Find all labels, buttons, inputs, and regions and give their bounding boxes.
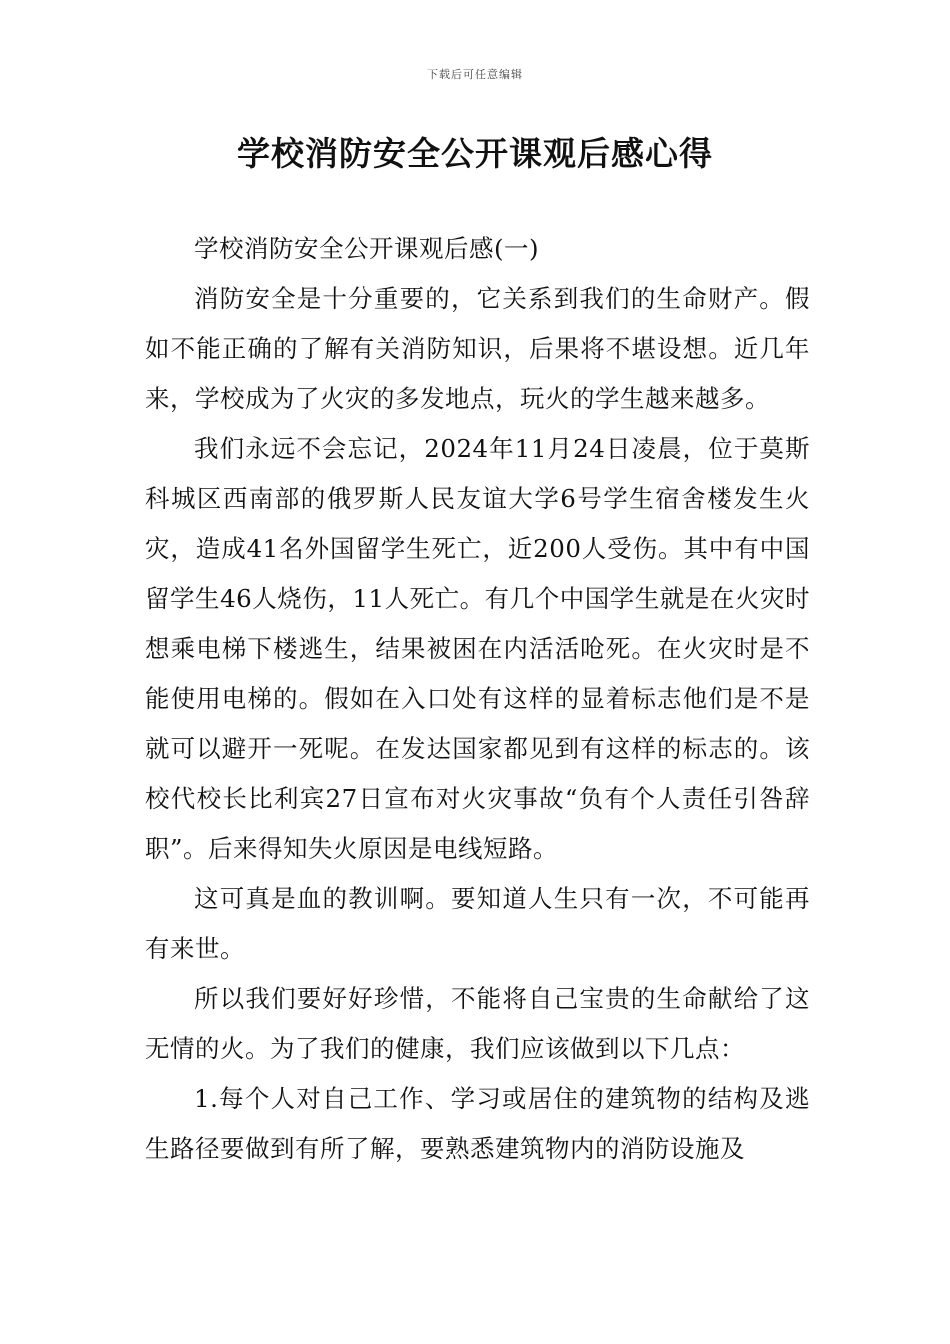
paragraph: 所以我们要好好珍惜，不能将自己宝贵的生命献给了这无情的火。为了我们的健康，我们应该做到以下几点： bbox=[145, 984, 810, 1063]
header-note: 下载后可任意编辑 bbox=[427, 68, 523, 81]
paragraph: 消防安全是十分重要的，它关系到我们的生命财产。假如不能正确的了解有关消防知识，后果将不堪设想。近几年来，学校成为了火灾的多发地点，玩火的学生越来越多。 bbox=[145, 284, 810, 413]
document-body bbox=[145, 224, 810, 1174]
paragraph: 我们永远不会忘记，2024年11月24日凌晨，位于莫斯科城区西南部的俄罗斯人民友谊大学6号学生宿舍楼发生火灾，造成41名外国留学生死亡，近200人受伤。其中有中国留学生46人烧伤，11人死亡。有几个中国学生就是在火灾时想乘电梯下楼逃生，结果被困在内活活呛死。在火灾时是不能使用电梯的。假如在入口处有这样的显着标志他们是不是就可以避开一死呢。在发达国家都见到有这样的标志的。该校代校长比利宾27日宣布对火灾事故“负有个人责任引咎辞职”。后来得知失火原因是电线短路。 bbox=[145, 434, 810, 863]
section-heading: 学校消防安全公开课观后感(一) bbox=[194, 234, 540, 263]
document-title: 学校消防安全公开课观后感心得 bbox=[237, 134, 713, 173]
list-item: 1.每个人对自己工作、学习或居住的建筑物的结构及逃生路径要做到有所了解，要熟悉建筑物内的消防设施及 bbox=[145, 1084, 810, 1163]
paragraph: 这可真是血的教训啊。要知道人生只有一次，不可能再有来世。 bbox=[145, 884, 810, 963]
